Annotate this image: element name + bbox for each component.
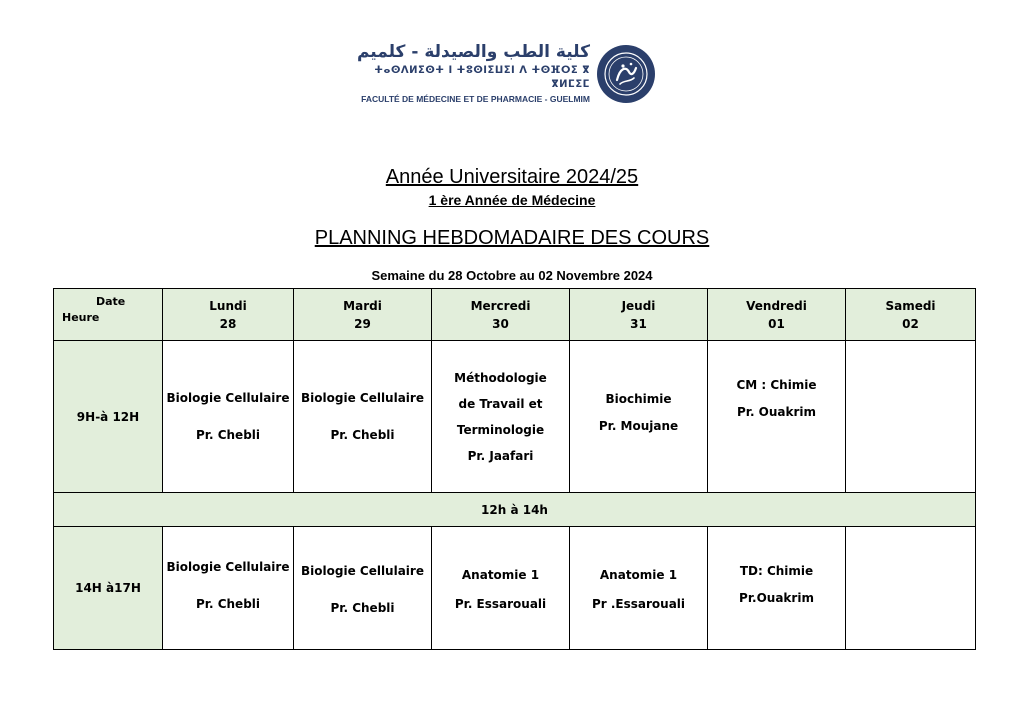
afternoon-lundi-cell (163, 527, 294, 650)
professor-label: Pr. Ouakrim (736, 405, 817, 419)
morning-vendredi-cell (708, 341, 846, 493)
break-row (54, 493, 976, 527)
afternoon-mercredi-cell (432, 527, 570, 650)
afternoon-time-cell: 14H à17H (54, 527, 163, 650)
header-row (54, 289, 976, 341)
break-cell: 12h à 14h (54, 493, 976, 527)
corner-cell (54, 289, 163, 341)
morning-time-cell: 9H-à 12H (54, 341, 163, 493)
professor-label: Pr. Chebli (330, 427, 395, 442)
course-label: Biologie Cellulaire (166, 560, 290, 574)
morning-row (54, 341, 976, 493)
professor-label: Pr. Moujane (598, 418, 679, 433)
professor-label: Pr. Essarouali (454, 597, 547, 611)
morning-samedi-cell (846, 341, 976, 493)
course-label: CM : Chimie (736, 378, 817, 392)
course-label-line3: Terminologie (456, 422, 545, 437)
schedule-table (53, 288, 976, 650)
week-title: Semaine du 28 Octobre au 02 Novembre 2024 (371, 268, 653, 283)
level-title: 1 ère Année de Médecine (428, 192, 596, 208)
day-header-vendredi: Vendredi 01 (708, 289, 846, 341)
day-header-jeudi: Jeudi 31 (570, 289, 708, 341)
afternoon-mardi-cell (294, 527, 432, 650)
academic-year-title: Année Universitaire 2024/25 (385, 166, 639, 188)
morning-jeudi-cell (570, 341, 708, 493)
afternoon-jeudi-cell (570, 527, 708, 650)
day-header-lundi: Lundi 28 (163, 289, 294, 341)
afternoon-vendredi-cell (708, 527, 846, 650)
corner-date-label: Date (96, 295, 126, 308)
day-header-samedi: Samedi 02 (846, 289, 976, 341)
professor-label: Pr. Jaafari (467, 448, 534, 463)
faculty-header (340, 40, 660, 110)
course-label: Biologie Cellulaire (301, 564, 424, 578)
morning-mercredi-cell (432, 341, 570, 493)
course-label: Anatomie 1 (599, 568, 678, 582)
faculty-name-block (340, 40, 590, 106)
afternoon-row (54, 527, 976, 650)
faculty-name-french: FACULTÉ DE MÉDECINE ET DE PHARMACIE - GUELMIM (361, 94, 590, 104)
course-label-line2: de Travail et (458, 396, 543, 411)
day-header-mercredi: Mercredi 30 (432, 289, 570, 341)
professor-label: Pr. Chebli (195, 597, 261, 611)
faculty-seal-icon (596, 44, 656, 104)
course-label: Biologie Cellulaire (166, 390, 290, 405)
morning-mardi-cell (294, 341, 432, 493)
professor-label: Pr. Chebli (195, 427, 261, 442)
course-label: TD: Chimie (739, 564, 814, 578)
course-label: Anatomie 1 (461, 568, 540, 582)
professor-label: Pr. Chebli (330, 601, 395, 615)
course-label: Biochimie (605, 391, 672, 406)
faculty-name-arabic: كلية الطب والصيدلة - كلميم (356, 42, 590, 62)
course-label: Biologie Cellulaire (301, 390, 424, 405)
professor-label: Pr.Ouakrim (739, 591, 814, 605)
professor-label: Pr .Essarouali (591, 597, 686, 611)
day-header-mardi: Mardi 29 (294, 289, 432, 341)
planning-title: PLANNING HEBDOMADAIRE DES COURS (314, 227, 710, 249)
corner-heure-label: Heure (62, 311, 100, 324)
course-label-line1: Méthodologie (454, 370, 547, 385)
faculty-name-tifinagh: ⵜⴰⵙⴷⵍⵉⵙⵜ ⵏ ⵜⵓⵙⵏⵉⵡⵉⵏ ⴷ ⵜⵙⴼⵔⵉ ⴳ ⴳⵍⵎⵉⵎ (374, 65, 590, 90)
morning-lundi-cell (163, 341, 294, 493)
afternoon-samedi-cell (846, 527, 976, 650)
